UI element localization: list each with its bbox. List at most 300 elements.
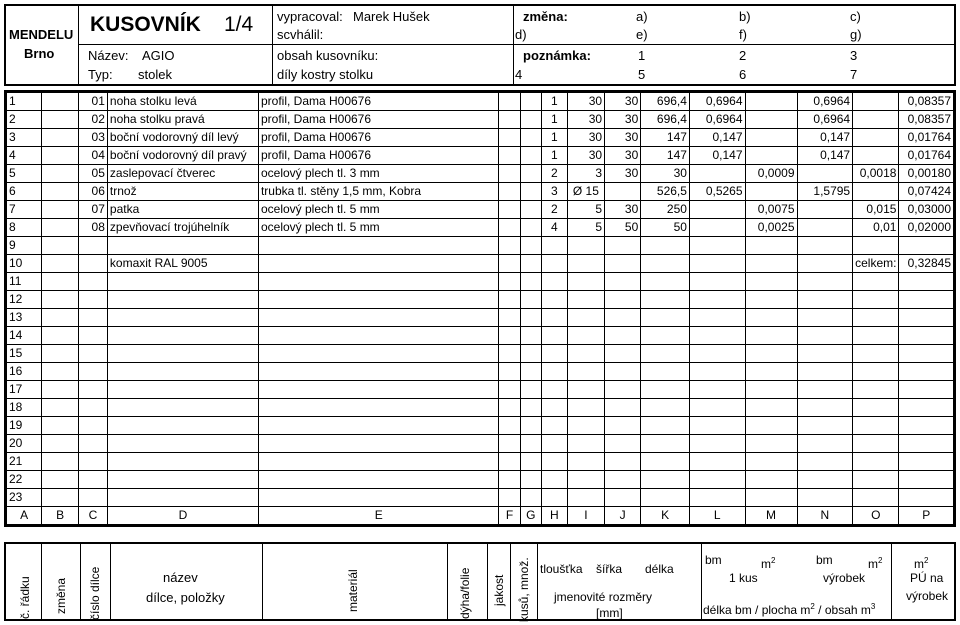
cell-length xyxy=(641,291,690,309)
name-label: Název: xyxy=(88,48,129,63)
cell-m2p xyxy=(853,489,899,507)
cell-material xyxy=(258,291,499,309)
cell-bmp: 1,5795 xyxy=(797,183,853,201)
cell-length xyxy=(641,327,690,345)
table-row xyxy=(7,309,954,327)
legend-name-1: název xyxy=(163,570,198,585)
cell-material xyxy=(258,255,499,273)
cell-name xyxy=(107,273,258,291)
cell-quality xyxy=(520,237,541,255)
cell-length xyxy=(641,255,690,273)
cell-quality xyxy=(520,417,541,435)
cell-veneer xyxy=(499,435,520,453)
cell-part: 05 xyxy=(78,165,107,183)
cell-part xyxy=(78,471,107,489)
cell-change xyxy=(42,147,79,165)
cell-qty: 1 xyxy=(541,147,567,165)
cell-bmp: 0,6964 xyxy=(797,111,853,129)
cell-material xyxy=(258,417,499,435)
cell-veneer xyxy=(499,201,520,219)
cell-name: boční vodorovný díl levý xyxy=(107,129,258,147)
cell-veneer xyxy=(499,183,520,201)
org-city: Brno xyxy=(24,46,55,61)
cell-change xyxy=(42,453,79,471)
cell-change xyxy=(42,309,79,327)
cell-part xyxy=(78,273,107,291)
cell-thick xyxy=(567,327,604,345)
cell-m2p xyxy=(853,399,899,417)
cell-bm1 xyxy=(689,201,745,219)
cell-width: 30 xyxy=(605,93,641,111)
cell-change xyxy=(42,291,79,309)
cell-name: noha stolku levá xyxy=(107,93,258,111)
cell-part: 08 xyxy=(78,219,107,237)
cell-part: 06 xyxy=(78,183,107,201)
table-row xyxy=(7,129,954,147)
column-letter: D xyxy=(107,507,258,525)
cell-veneer xyxy=(499,453,520,471)
column-letter: F xyxy=(499,507,520,525)
cell-material: profil, Dama H00676 xyxy=(258,147,499,165)
cell-length: 696,4 xyxy=(641,111,690,129)
legend-nominal-1: jmenovité rozměry xyxy=(554,590,653,604)
header-block xyxy=(4,4,956,86)
cell-m2p: 0,01 xyxy=(853,219,899,237)
cell-qty xyxy=(541,417,567,435)
cell-bmp xyxy=(797,381,853,399)
cell-width xyxy=(605,345,641,363)
table-row xyxy=(7,435,954,453)
cell-veneer xyxy=(499,273,520,291)
note-3: 3 xyxy=(850,48,858,63)
cell-veneer xyxy=(499,327,520,345)
cell-n: 6 xyxy=(7,183,42,201)
cell-m21 xyxy=(745,471,797,489)
cell-length: 526,5 xyxy=(641,183,690,201)
cell-change xyxy=(42,381,79,399)
approved-label: scvhálil: xyxy=(277,27,324,42)
cell-part xyxy=(78,399,107,417)
cell-m2pu xyxy=(899,471,954,489)
cell-quality xyxy=(520,255,541,273)
column-letter: H xyxy=(541,507,567,525)
cell-name: boční vodorovný díl pravý xyxy=(107,147,258,165)
cell-qty: 1 xyxy=(541,129,567,147)
cell-bm1 xyxy=(689,399,745,417)
cell-change xyxy=(42,327,79,345)
legend-bm-2: bm xyxy=(816,553,833,567)
legend-pu-na: PÚ na xyxy=(910,571,944,585)
cell-material: ocelový plech tl. 3 mm xyxy=(258,165,499,183)
cell-quality xyxy=(520,309,541,327)
cell-length xyxy=(641,273,690,291)
legend-product-2: výrobek xyxy=(906,589,949,603)
cell-material: profil, Dama H00676 xyxy=(258,93,499,111)
cell-m21 xyxy=(745,453,797,471)
cell-material xyxy=(258,309,499,327)
cell-change xyxy=(42,273,79,291)
table-row xyxy=(7,237,954,255)
cell-part xyxy=(78,237,107,255)
cell-bmp: 0,147 xyxy=(797,129,853,147)
cell-change xyxy=(42,417,79,435)
cell-n: 14 xyxy=(7,327,42,345)
cell-bmp xyxy=(797,363,853,381)
cell-veneer xyxy=(499,417,520,435)
cell-bmp xyxy=(797,435,853,453)
cell-bmp xyxy=(797,219,853,237)
cell-change xyxy=(42,345,79,363)
cell-n: 4 xyxy=(7,147,42,165)
cell-part xyxy=(78,435,107,453)
cell-n: 1 xyxy=(7,93,42,111)
cell-part xyxy=(78,345,107,363)
table-row xyxy=(7,219,954,237)
cell-qty xyxy=(541,345,567,363)
cell-quality xyxy=(520,363,541,381)
legend-one-piece: 1 kus xyxy=(729,571,758,585)
column-letter: K xyxy=(641,507,690,525)
cell-thick xyxy=(567,291,604,309)
cell-m2pu: 0,01764 xyxy=(899,129,954,147)
cell-m2p xyxy=(853,435,899,453)
cell-bmp xyxy=(797,345,853,363)
cell-qty xyxy=(541,381,567,399)
cell-name xyxy=(107,417,258,435)
cell-m2p xyxy=(853,93,899,111)
cell-name xyxy=(107,363,258,381)
cell-thick xyxy=(567,273,604,291)
cell-m2p xyxy=(853,471,899,489)
cell-m21 xyxy=(745,255,797,273)
cell-part: 04 xyxy=(78,147,107,165)
cell-width xyxy=(605,327,641,345)
cell-qty xyxy=(541,363,567,381)
doc-title: KUSOVNÍK xyxy=(90,13,201,36)
cell-quality xyxy=(520,381,541,399)
cell-m2pu xyxy=(899,309,954,327)
cell-m2pu: 0,03000 xyxy=(899,201,954,219)
cell-bm1 xyxy=(689,291,745,309)
table-row xyxy=(7,165,954,183)
note-5: 5 xyxy=(638,67,646,82)
cell-material xyxy=(258,381,499,399)
cell-change xyxy=(42,255,79,273)
cell-qty xyxy=(541,327,567,345)
cell-bmp xyxy=(797,399,853,417)
cell-quality xyxy=(520,129,541,147)
cell-quality xyxy=(520,147,541,165)
cell-thick xyxy=(567,417,604,435)
column-letter: J xyxy=(605,507,641,525)
cell-n: 7 xyxy=(7,201,42,219)
cell-material xyxy=(258,453,499,471)
cell-bm1 xyxy=(689,309,745,327)
cell-bmp xyxy=(797,327,853,345)
cell-m21 xyxy=(745,129,797,147)
cell-name: komaxit RAL 9005 xyxy=(107,255,258,273)
cell-thick xyxy=(567,453,604,471)
cell-quality xyxy=(520,489,541,507)
cell-m2pu xyxy=(899,453,954,471)
bom-sheet xyxy=(4,4,956,621)
cell-m2p xyxy=(853,327,899,345)
cell-n: 13 xyxy=(7,309,42,327)
note-6: 6 xyxy=(739,67,747,82)
cell-n: 18 xyxy=(7,399,42,417)
cell-material: ocelový plech tl. 5 mm xyxy=(258,201,499,219)
cell-m2p xyxy=(853,129,899,147)
cell-veneer xyxy=(499,93,520,111)
legend-name-2: dílce, položky xyxy=(146,590,225,605)
cell-width xyxy=(605,363,641,381)
cell-m21 xyxy=(745,291,797,309)
cell-bm1 xyxy=(689,435,745,453)
cell-veneer xyxy=(499,471,520,489)
cell-part xyxy=(78,291,107,309)
column-letter: A xyxy=(7,507,42,525)
cell-veneer xyxy=(499,489,520,507)
cell-thick xyxy=(567,489,604,507)
cell-m21 xyxy=(745,417,797,435)
cell-name xyxy=(107,435,258,453)
cell-part: 03 xyxy=(78,129,107,147)
column-letter: I xyxy=(567,507,604,525)
cell-change xyxy=(42,201,79,219)
cell-m2pu: 0,07424 xyxy=(899,183,954,201)
cell-m21 xyxy=(745,309,797,327)
cell-m21 xyxy=(745,489,797,507)
legend-bm: bm xyxy=(705,553,722,567)
cell-n: 19 xyxy=(7,417,42,435)
note-2: 2 xyxy=(739,48,747,63)
cell-m21: 0,0009 xyxy=(745,165,797,183)
cell-m2p xyxy=(853,111,899,129)
cell-bm1: 0,5265 xyxy=(689,183,745,201)
cell-width xyxy=(605,309,641,327)
cell-width: 30 xyxy=(605,129,641,147)
column-letter: C xyxy=(78,507,107,525)
cell-n: 15 xyxy=(7,345,42,363)
cell-length xyxy=(641,363,690,381)
cell-bmp xyxy=(797,273,853,291)
cell-thick xyxy=(567,471,604,489)
cell-m2pu: 0,00180 xyxy=(899,165,954,183)
cell-bm1 xyxy=(689,381,745,399)
cell-m2pu: 0,32845 xyxy=(899,255,954,273)
table-row xyxy=(7,399,954,417)
cell-name xyxy=(107,327,258,345)
cell-n: 5 xyxy=(7,165,42,183)
legend-nominal-2: [mm] xyxy=(596,606,623,620)
cell-length xyxy=(641,399,690,417)
note-1: 1 xyxy=(638,48,646,63)
cell-m2pu xyxy=(899,399,954,417)
cell-m21 xyxy=(745,147,797,165)
cell-m21 xyxy=(745,435,797,453)
cell-length xyxy=(641,435,690,453)
cell-bmp xyxy=(797,453,853,471)
cell-n: 17 xyxy=(7,381,42,399)
cell-veneer xyxy=(499,291,520,309)
cell-thick: Ø 15 xyxy=(567,183,604,201)
cell-change xyxy=(42,165,79,183)
cell-material xyxy=(258,327,499,345)
type-value: stolek xyxy=(138,67,172,82)
note-label: poznámka: xyxy=(523,48,591,63)
cell-m2p xyxy=(853,417,899,435)
cell-m2pu xyxy=(899,327,954,345)
cell-m2p xyxy=(853,183,899,201)
cell-change xyxy=(42,471,79,489)
cell-thick xyxy=(567,237,604,255)
cell-m21 xyxy=(745,363,797,381)
cell-m2pu: 0,02000 xyxy=(899,219,954,237)
cell-quality xyxy=(520,399,541,417)
cell-m2p xyxy=(853,381,899,399)
cell-n: 23 xyxy=(7,489,42,507)
cell-quality xyxy=(520,345,541,363)
legend-product: výrobek xyxy=(823,571,866,585)
cell-width: 30 xyxy=(605,165,641,183)
change-g: g) xyxy=(850,27,862,42)
legend-material: materiál xyxy=(346,569,360,612)
cell-bm1 xyxy=(689,417,745,435)
table-row xyxy=(7,273,954,291)
cell-m2pu xyxy=(899,381,954,399)
cell-bm1 xyxy=(689,255,745,273)
cell-m21 xyxy=(745,237,797,255)
cell-qty xyxy=(541,399,567,417)
cell-bmp xyxy=(797,255,853,273)
cell-name xyxy=(107,399,258,417)
cell-name xyxy=(107,489,258,507)
legend-quality: jakost xyxy=(492,574,506,606)
cell-width xyxy=(605,183,641,201)
cell-length xyxy=(641,309,690,327)
cell-bmp xyxy=(797,237,853,255)
cell-length: 147 xyxy=(641,147,690,165)
cell-width: 50 xyxy=(605,219,641,237)
cell-width xyxy=(605,381,641,399)
cell-part: 02 xyxy=(78,111,107,129)
cell-part: 07 xyxy=(78,201,107,219)
change-a: a) xyxy=(636,9,648,24)
cell-n: 8 xyxy=(7,219,42,237)
cell-width xyxy=(605,291,641,309)
column-letter: O xyxy=(853,507,899,525)
cell-width: 30 xyxy=(605,201,641,219)
cell-quality xyxy=(520,471,541,489)
cell-part xyxy=(78,417,107,435)
cell-m2p: 0,015 xyxy=(853,201,899,219)
legend-formula: délka bm / plocha $m^2$ / obsah $m^3$ xyxy=(703,602,876,617)
change-f: f) xyxy=(739,27,747,42)
table-row xyxy=(7,111,954,129)
cell-veneer xyxy=(499,381,520,399)
cell-width xyxy=(605,453,641,471)
cell-width xyxy=(605,417,641,435)
cell-veneer xyxy=(499,129,520,147)
cell-bmp xyxy=(797,471,853,489)
cell-n: 9 xyxy=(7,237,42,255)
cell-material: trubka tl. stěny 1,5 mm, Kobra xyxy=(258,183,499,201)
cell-name: noha stolku pravá xyxy=(107,111,258,129)
cell-m21: 0,0025 xyxy=(745,219,797,237)
contents-value: díly kostry stolku xyxy=(277,67,374,82)
cell-change xyxy=(42,363,79,381)
change-label: změna: xyxy=(523,9,568,24)
table-row xyxy=(7,471,954,489)
cell-m2p xyxy=(853,345,899,363)
cell-width: 30 xyxy=(605,111,641,129)
cell-length xyxy=(641,345,690,363)
contents-label: obsah kusovníku: xyxy=(277,48,379,63)
cell-material xyxy=(258,363,499,381)
cell-qty xyxy=(541,237,567,255)
cell-n: 21 xyxy=(7,453,42,471)
cell-veneer xyxy=(499,255,520,273)
cell-thick xyxy=(567,399,604,417)
cell-n: 16 xyxy=(7,363,42,381)
cell-qty xyxy=(541,435,567,453)
legend-m2-3: $m^2$ xyxy=(914,556,929,571)
cell-material xyxy=(258,237,499,255)
cell-m2p: celkem: xyxy=(853,255,899,273)
cell-n: 2 xyxy=(7,111,42,129)
table-row xyxy=(7,255,954,273)
cell-m2pu xyxy=(899,237,954,255)
cell-quality xyxy=(520,327,541,345)
bom-table-wrapper xyxy=(4,90,956,527)
cell-m2p xyxy=(853,291,899,309)
cell-thick xyxy=(567,363,604,381)
cell-bm1 xyxy=(689,219,745,237)
cell-name xyxy=(107,453,258,471)
cell-change xyxy=(42,399,79,417)
cell-bmp xyxy=(797,165,853,183)
cell-change xyxy=(42,183,79,201)
cell-bmp: 0,6964 xyxy=(797,93,853,111)
legend-row-no: č. řádku xyxy=(18,576,32,619)
cell-width xyxy=(605,489,641,507)
cell-length xyxy=(641,381,690,399)
bom-table xyxy=(6,92,954,525)
table-row xyxy=(7,345,954,363)
cell-material xyxy=(258,345,499,363)
cell-qty xyxy=(541,255,567,273)
cell-thick: 5 xyxy=(567,201,604,219)
cell-qty xyxy=(541,273,567,291)
cell-bmp xyxy=(797,309,853,327)
cell-m2p xyxy=(853,147,899,165)
cell-veneer xyxy=(499,345,520,363)
cell-m21 xyxy=(745,111,797,129)
cell-material: profil, Dama H00676 xyxy=(258,129,499,147)
table-row xyxy=(7,489,954,507)
cell-bm1 xyxy=(689,471,745,489)
change-d: d) xyxy=(515,27,527,42)
cell-length xyxy=(641,489,690,507)
cell-width xyxy=(605,255,641,273)
cell-bm1 xyxy=(689,489,745,507)
cell-bm1 xyxy=(689,237,745,255)
cell-change xyxy=(42,219,79,237)
cell-m21 xyxy=(745,183,797,201)
column-letter: P xyxy=(899,507,954,525)
column-letters-row xyxy=(7,507,954,525)
cell-width xyxy=(605,237,641,255)
